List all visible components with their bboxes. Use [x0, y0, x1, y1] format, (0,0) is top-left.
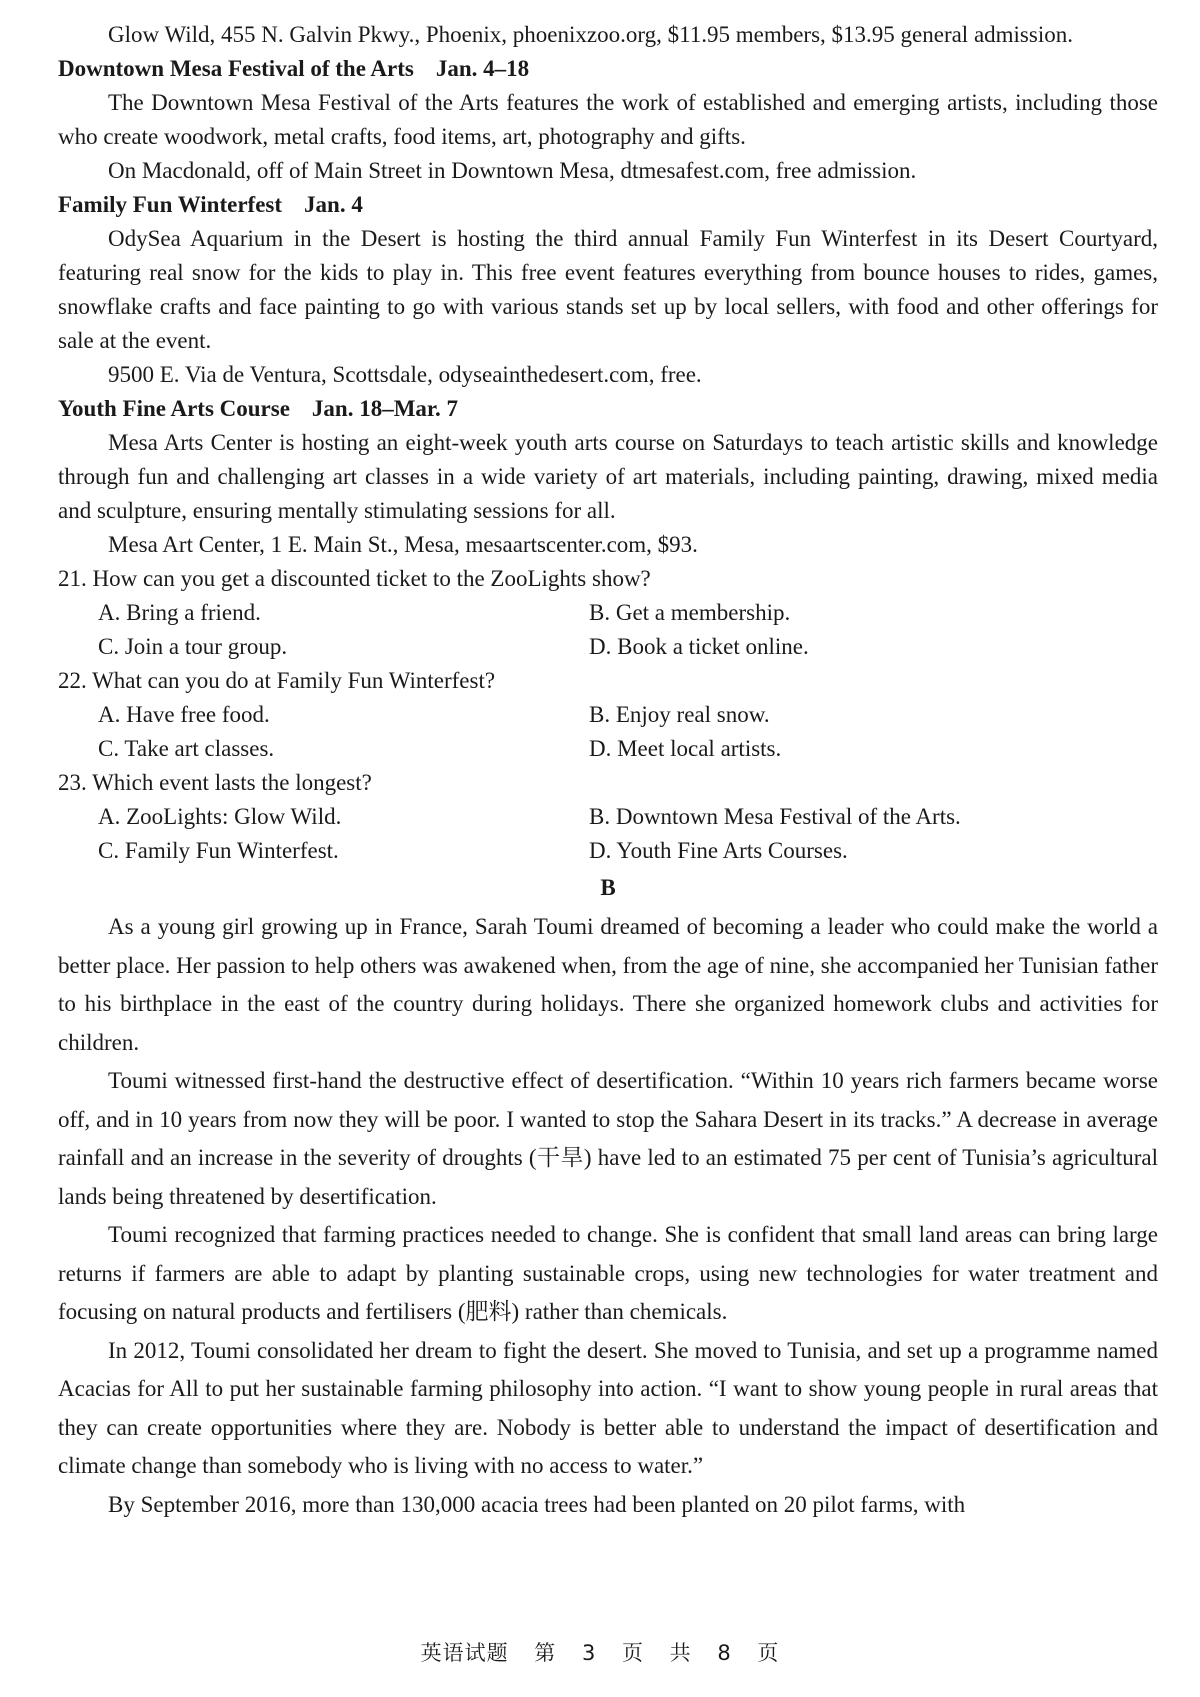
question-stem: 23. Which event lasts the longest? [58, 770, 372, 795]
paragraph: In 2012, Toumi consolidated her dream to fight the desert. She moved to Tunisia, and set up a programme named Acacias for All to put her sustainable farming philosophy into action. “I want to show young people in rural areas that they can create opportunities where they are. Nobody is better able to understand the impact of desertification and climate change than somebody who is living with no access to water.” [58, 1337, 1158, 1478]
option-c: C. Family Fun Winterfest. [98, 838, 339, 863]
option-a: A. ZooLights: Glow Wild. [98, 804, 342, 829]
event-family-fun-winterfest [58, 188, 1158, 392]
question-options [98, 800, 1158, 868]
question-stem: 21. How can you get a discounted ticket to the ZooLights show? [58, 566, 651, 591]
option-b: B. Downtown Mesa Festival of the Arts. [589, 804, 961, 829]
event-title: Family Fun Winterfest [58, 192, 283, 217]
option-b: B. Get a membership. [589, 600, 791, 625]
option-a: A. Bring a friend. [98, 600, 261, 625]
passage-b [58, 908, 1158, 1524]
question-22 [58, 664, 1158, 766]
paragraph: Toumi witnessed first-hand the destructive effect of desertification. “Within 10 years rich farmers became worse off, and in 10 years from now they will be poor. I wanted to stop the Sahara Desert in its tracks.” A decrease in average rainfall and an increase in the severity of droughts (干旱) have led to an estimated 75 per cent of Tunisia’s agricultural lands being threatened by desertification. [58, 1068, 1158, 1209]
question-23 [58, 766, 1158, 868]
event-description: OdySea Aquarium in the Desert is hosting the third annual Family Fun Winterfest in its Desert Courtyard, featuring real snow for the kids to play in. This free event features everything from bounce houses to rides, games, snowflake crafts and face painting to go with various stands set up by local sellers, with food and other offerings for sale at the event. [58, 226, 1158, 353]
option-c: C. Take art classes. [98, 736, 275, 761]
option-b: B. Enjoy real snow. [589, 702, 770, 727]
event-description: The Downtown Mesa Festival of the Arts features the work of established and emerging artists, including those who create woodwork, metal crafts, food items, art, photography and gifts. [58, 90, 1158, 149]
event-description: Mesa Arts Center is hosting an eight-week youth arts course on Saturdays to teach artistic skills and knowledge through fun and challenging art classes in a wide variety of art materials, including painting, drawing, mixed media and sculpture, ensuring mentally stimulating sessions for all. [58, 430, 1158, 523]
paragraph: Toumi recognized that farming practices needed to change. She is confident that small land areas can bring large returns if farmers are able to adapt by planting sustainable crops, using new technologies for water treatment and focusing on natural products and fertilisers (肥料) rather than chemicals. [58, 1222, 1158, 1324]
event-heading [58, 188, 1158, 222]
paragraph: By September 2016, more than 130,000 acacia trees had been planted on 20 pilot farms, with [108, 1491, 966, 1517]
event-title: Youth Fine Arts Course [58, 396, 290, 421]
option-d: D. Meet local artists. [589, 736, 782, 761]
event-info: On Macdonald, off of Main Street in Downtown Mesa, dtmesafest.com, free admission. [108, 158, 917, 183]
event-youth-fine-arts [58, 392, 1158, 562]
event-heading [58, 52, 1158, 86]
exam-page [58, 18, 1158, 1524]
event-downtown-mesa [58, 52, 1158, 188]
page-footer: 英语试题 第 3 页 共 8 页 [420, 1641, 780, 1665]
section-b-label: B [600, 875, 616, 900]
event-date: Jan. 4 [304, 192, 363, 217]
event-date: Jan. 18–Mar. 7 [311, 396, 459, 421]
event-info: 9500 E. Via de Ventura, Scottsdale, odyseainthedesert.com, free. [108, 362, 702, 387]
event-date: Jan. 4–18 [435, 56, 530, 81]
event-title: Downtown Mesa Festival of the Arts [58, 56, 414, 81]
question-stem: 22. What can you do at Family Fun Winterfest? [58, 668, 496, 693]
option-d: D. Youth Fine Arts Courses. [589, 838, 848, 863]
option-d: D. Book a ticket online. [589, 634, 809, 659]
paragraph: As a young girl growing up in France, Sarah Toumi dreamed of becoming a leader who could make the world a better place. Her passion to help others was awakened when, from the age of nine, she accompanied her Tunisian father to his birthplace in the east of the country during holidays. There she organized homework clubs and activities for children. [58, 914, 1158, 1055]
option-c: C. Join a tour group. [98, 634, 288, 659]
event-heading [58, 392, 1158, 426]
event-info: Mesa Art Center, 1 E. Main St., Mesa, mesaartscenter.com, $93. [108, 532, 698, 557]
zoolights-info: Glow Wild, 455 N. Galvin Pkwy., Phoenix, phoenixzoo.org, $11.95 members, $13.95 general admission. [108, 22, 1073, 47]
question-options [98, 596, 1158, 664]
question-21 [58, 562, 1158, 664]
option-a: A. Have free food. [98, 702, 270, 727]
question-options [98, 698, 1158, 766]
